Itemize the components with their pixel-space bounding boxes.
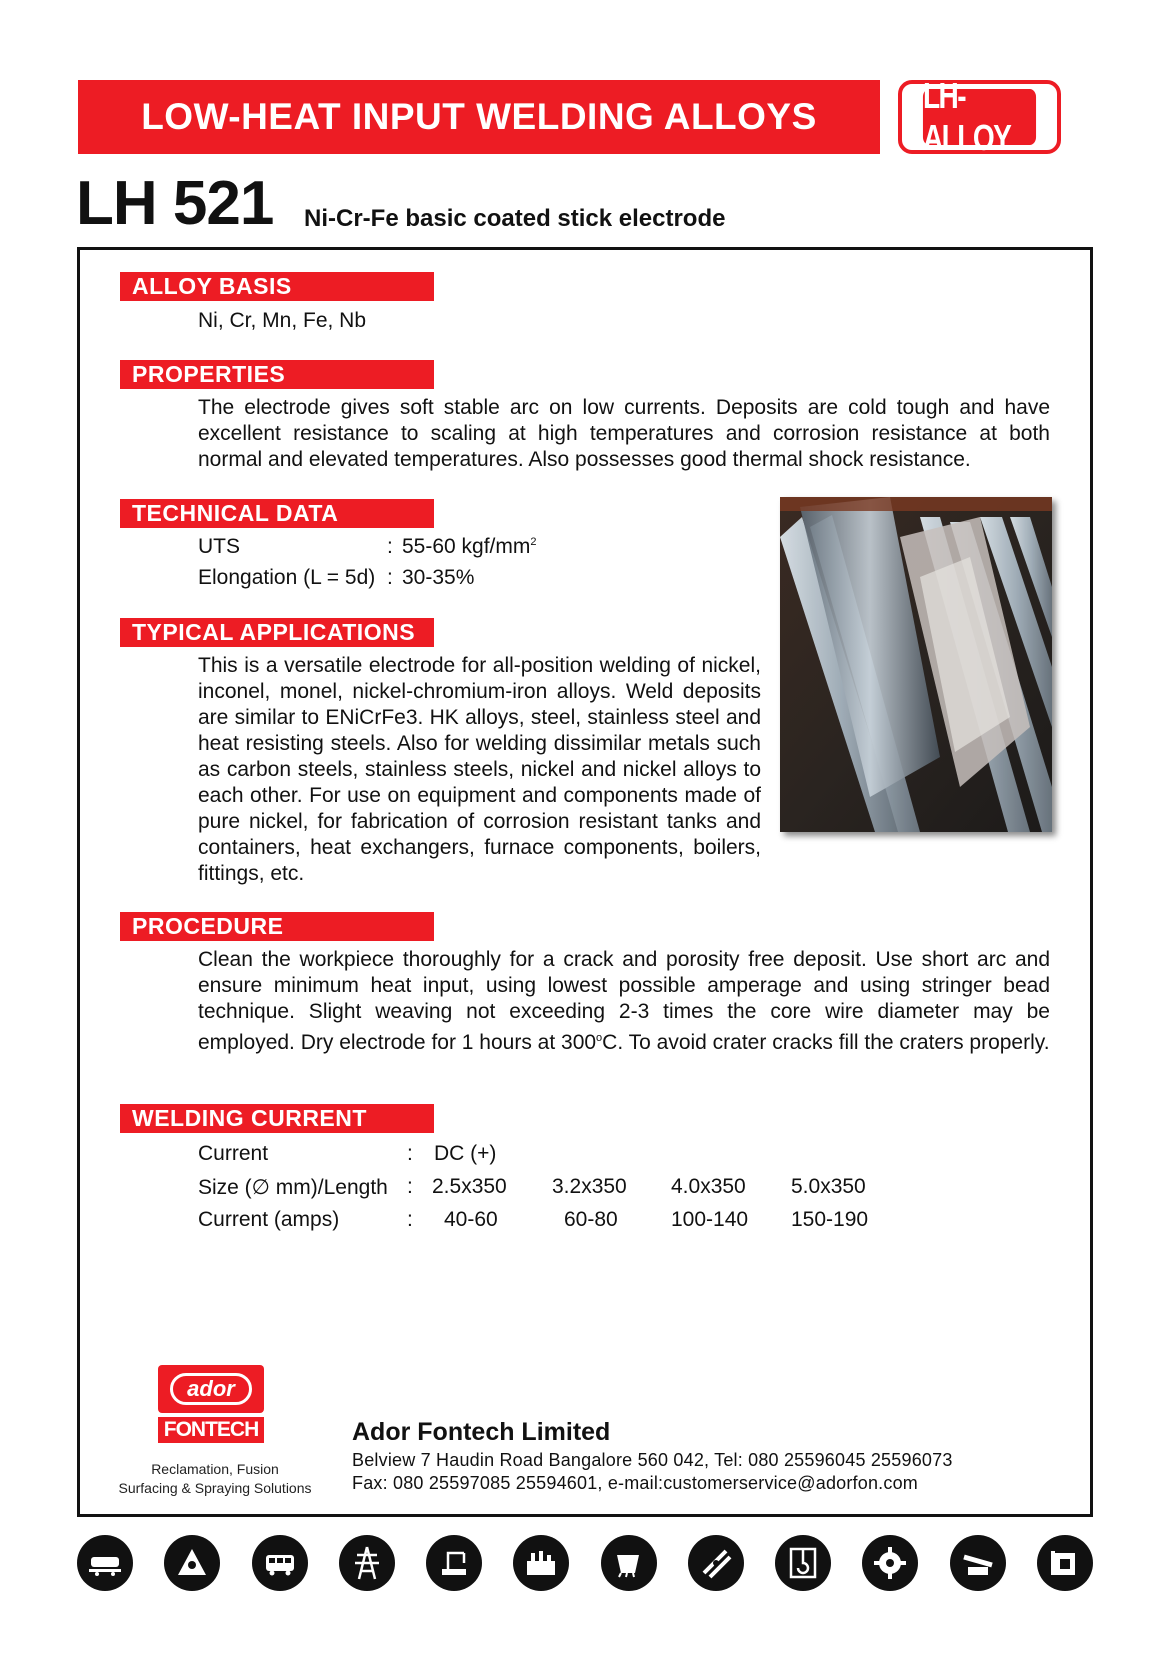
amps-sep: : <box>407 1208 413 1231</box>
current-value: DC (+) <box>434 1142 497 1165</box>
welding-current-heading: WELDING CURRENT <box>120 1104 434 1133</box>
typical-applications-heading: TYPICAL APPLICATIONS <box>120 618 434 647</box>
address-line-2: Fax: 080 25597085 25594601, e-mail:customerservice@adorfon.com <box>352 1473 918 1493</box>
company-name: Ador Fontech Limited <box>352 1418 611 1446</box>
ador-logo-text: ador <box>170 1373 252 1405</box>
gear-icon <box>862 1535 918 1591</box>
size-sep: : <box>407 1175 413 1198</box>
alloy-basis-text: Ni, Cr, Mn, Fe, Nb <box>198 309 367 332</box>
header-banner <box>78 80 880 154</box>
rail-icon <box>77 1535 133 1591</box>
tech-row-uts-value: 55-60 kgf/$mm^2$ <box>402 535 537 558</box>
properties-text: The electrode gives soft stable arc on low currents. Deposits are cold tough and have excellent resistance to scaling at high temperatures and corrosion resistance at both normal and elevated temperatures. Also possesses good thermal shock resistance. <box>198 396 1050 471</box>
tech-row-elongation-value: 30-35% <box>402 566 475 589</box>
technical-data-heading: TECHNICAL DATA <box>120 499 434 528</box>
tagline-line-1: Reclamation, Fusion <box>151 1461 279 1477</box>
size-5-0: 5.0x350 <box>791 1175 866 1198</box>
squared-superscript: 2 <box>530 536 537 548</box>
factory-icon <box>513 1535 569 1591</box>
lh-alloy-logo-text: LH-ALLOY <box>923 89 1036 145</box>
lh-alloy-logo <box>898 75 1061 158</box>
ador-logo-box <box>158 1365 264 1413</box>
ador-fontech-logo <box>158 1365 266 1443</box>
welded-part-photo <box>780 497 1052 832</box>
company-tagline <box>110 1460 320 1498</box>
amps-2-5: 40-60 <box>444 1208 498 1231</box>
typical-applications-text: This is a versatile electrode for all-position welding of nickel, inconel, monel, nickel-chromium-iron alloys. Weld deposits are similar to ENiCrFe3. HK alloys, steel, stainless steel and heat resisting steels. Also for welding dissimilar metals such as carbon steels, stainless steels, nickel and nickel alloys to each other. For use on equipment and components made of pure nickel, for fabrication of corrosion resistant tanks and containers, heat exchangers, furnace components, boilers, fittings, etc. <box>198 654 761 885</box>
amps-label: Current (amps) <box>198 1208 340 1231</box>
tech-row-uts-sep: : <box>387 535 393 558</box>
procedure-heading: PROCEDURE <box>120 912 434 941</box>
degree-superscript: o <box>596 1032 603 1044</box>
tech-row-elongation-label: Elongation (L = 5d) <box>198 566 376 589</box>
steel-plant-icon <box>1037 1535 1093 1591</box>
product-description: Ni-Cr-Fe basic coated stick electrode <box>304 205 726 232</box>
size-label: Size (∅ mm)/Length <box>198 1176 388 1199</box>
welded-part-photo-image <box>780 497 1052 832</box>
tech-row-elongation-sep: : <box>387 566 393 589</box>
cement-plant-icon <box>950 1535 1006 1591</box>
amps-3-2: 60-80 <box>564 1208 618 1231</box>
current-sep: : <box>407 1142 413 1165</box>
amps-4-0: 100-140 <box>671 1208 749 1231</box>
pipeline-icon <box>688 1535 744 1591</box>
amps-5-0: 150-190 <box>791 1208 869 1231</box>
size-3-2: 3.2x350 <box>552 1175 627 1198</box>
industry-icons-row <box>77 1535 1093 1591</box>
excavator-bucket-icon <box>601 1535 657 1591</box>
bus-icon <box>252 1535 308 1591</box>
size-2-5: 2.5x350 <box>432 1175 507 1198</box>
alloy-basis-heading: ALLOY BASIS <box>120 272 434 301</box>
fontech-logo-text: FONTECH <box>158 1417 264 1443</box>
tagline-line-2: Surfacing & Spraying Solutions <box>118 1480 312 1496</box>
address-line-1: Belview 7 Haudin Road Bangalore 560 042, Tel: 080 25596045 25596073 <box>352 1450 953 1470</box>
crane-hook-icon <box>775 1535 831 1591</box>
properties-heading: PROPERTIES <box>120 360 434 389</box>
mining-icon <box>164 1535 220 1591</box>
size-4-0: 4.0x350 <box>671 1175 746 1198</box>
ship-crane-icon <box>426 1535 482 1591</box>
procedure-text: Clean the workpiece thoroughly for a crack and porosity free deposit. Use short arc and ensure minimum heat input, using lowest possible amperage and using stringer bead technique. Slight weaving not exceeding 2-3 times the core wire diameter may be employed. Dry electrode for 1 hours at 300$^o$C. To avoid crater cracks fill the craters properly. <box>198 948 1050 1054</box>
current-label: Current <box>198 1142 269 1165</box>
banner-title: LOW-HEAT INPUT WELDING ALLOYS <box>141 96 817 137</box>
power-tower-icon <box>339 1535 395 1591</box>
product-code: LH 521 <box>76 169 274 238</box>
tech-row-uts-label: UTS <box>198 535 240 558</box>
